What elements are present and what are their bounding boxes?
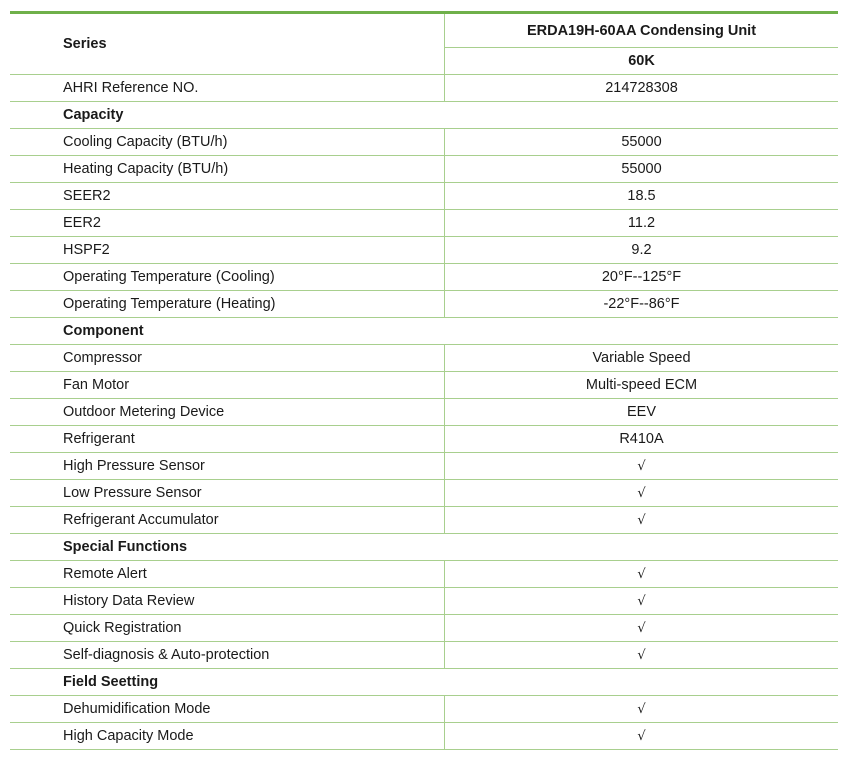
row-label: AHRI Reference NO.	[10, 75, 445, 102]
row-label: High Capacity Mode	[10, 723, 445, 750]
row-label: Refrigerant Accumulator	[10, 507, 445, 534]
row-label: Quick Registration	[10, 615, 445, 642]
row-label: High Pressure Sensor	[10, 453, 445, 480]
table-row	[10, 642, 838, 669]
spec-table	[10, 11, 838, 750]
row-value: 55000	[445, 129, 839, 156]
table-row	[10, 156, 838, 183]
row-value: -22°F--86°F	[445, 291, 839, 318]
section-title: Special Functions	[10, 534, 838, 561]
row-value: 20°F--125°F	[445, 264, 839, 291]
table-row	[10, 264, 838, 291]
table-row	[10, 210, 838, 237]
row-label: SEER2	[10, 183, 445, 210]
section-title: Component	[10, 318, 838, 345]
row-value: 9.2	[445, 237, 839, 264]
section-title: Field Seetting	[10, 669, 838, 696]
table-row	[10, 588, 838, 615]
row-label: Cooling Capacity (BTU/h)	[10, 129, 445, 156]
row-label: Operating Temperature (Heating)	[10, 291, 445, 318]
check-mark-icon: √	[445, 723, 839, 750]
section-header-component	[10, 318, 838, 345]
table-row	[10, 507, 838, 534]
table-row	[10, 723, 838, 750]
check-mark-icon: √	[445, 507, 839, 534]
row-value: 214728308	[445, 75, 839, 102]
row-value: 18.5	[445, 183, 839, 210]
check-mark-icon: √	[445, 696, 839, 723]
row-label: Remote Alert	[10, 561, 445, 588]
row-value: 55000	[445, 156, 839, 183]
table-row	[10, 237, 838, 264]
row-label: Self-diagnosis & Auto-protection	[10, 642, 445, 669]
row-value: Multi-speed ECM	[445, 372, 839, 399]
row-value: R410A	[445, 426, 839, 453]
section-header-special-functions	[10, 534, 838, 561]
table-row	[10, 399, 838, 426]
table-row	[10, 75, 838, 102]
row-value: 11.2	[445, 210, 839, 237]
table-row	[10, 291, 838, 318]
table-row	[10, 480, 838, 507]
table-row	[10, 561, 838, 588]
check-mark-icon: √	[445, 588, 839, 615]
table-row	[10, 696, 838, 723]
check-mark-icon: √	[445, 615, 839, 642]
product-title: ERDA19H-60AA Condensing Unit	[445, 13, 839, 48]
check-mark-icon: √	[445, 480, 839, 507]
row-label: Compressor	[10, 345, 445, 372]
row-label: Outdoor Metering Device	[10, 399, 445, 426]
table-row	[10, 372, 838, 399]
row-label: Dehumidification Mode	[10, 696, 445, 723]
section-header-capacity	[10, 102, 838, 129]
model-size: 60K	[445, 48, 839, 75]
section-header-field-setting	[10, 669, 838, 696]
table-header-row	[10, 13, 838, 48]
table-row	[10, 615, 838, 642]
row-label: EER2	[10, 210, 445, 237]
row-label: Fan Motor	[10, 372, 445, 399]
row-value: Variable Speed	[445, 345, 839, 372]
table-row	[10, 129, 838, 156]
table-row	[10, 183, 838, 210]
row-label: Operating Temperature (Cooling)	[10, 264, 445, 291]
row-label: History Data Review	[10, 588, 445, 615]
check-mark-icon: √	[445, 561, 839, 588]
row-label: Refrigerant	[10, 426, 445, 453]
table-row	[10, 345, 838, 372]
row-label: Heating Capacity (BTU/h)	[10, 156, 445, 183]
table-row	[10, 426, 838, 453]
series-label: Series	[10, 13, 445, 75]
row-label: Low Pressure Sensor	[10, 480, 445, 507]
section-title: Capacity	[10, 102, 838, 129]
row-value: EEV	[445, 399, 839, 426]
row-label: HSPF2	[10, 237, 445, 264]
check-mark-icon: √	[445, 453, 839, 480]
check-mark-icon: √	[445, 642, 839, 669]
table-row	[10, 453, 838, 480]
